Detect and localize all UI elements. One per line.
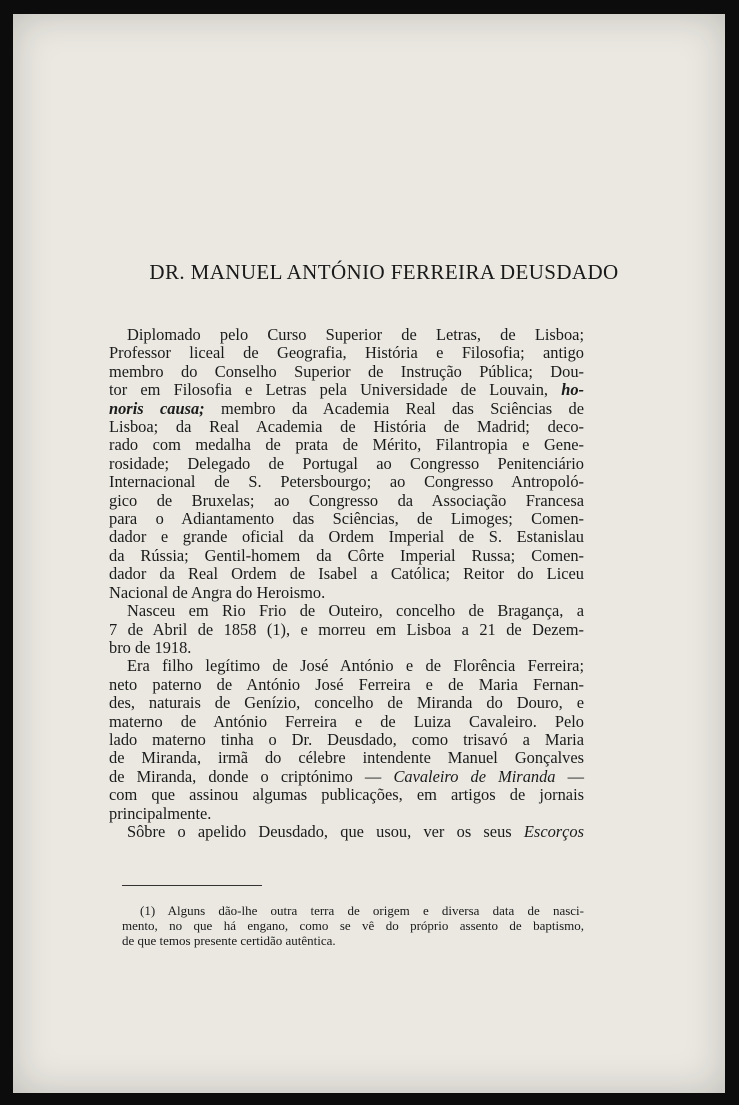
text-line: Professor liceal de Geografia, História e Filosofia; antigo [109,343,584,363]
text-segment: de Miranda, donde o criptónimo — [109,766,382,786]
text-line: Era filho legítimo de José António e de Florência Ferreira; [127,656,584,676]
text-line: materno de António Ferreira e de Luiza Cavaleiro. Pelo [109,711,584,731]
text-line: des, naturais de Genízio, concelho de Miranda do Douro, e [109,693,584,713]
italic-segment: Cavaleiro de Miranda [393,766,556,786]
italic-segment: ho- [561,380,584,400]
italic-segment: noris causa; [109,398,205,418]
footnote-line: (1) Alguns dão-lhe outra terra de origem e diversa data de nasci- [140,903,584,918]
text-line [109,400,584,418]
text-line: de Miranda, irmã do célebre intendente Manuel Gonçalves [109,748,584,768]
text-line: rado com medalha de prata de Mérito, Filantropia e Gene- [109,435,584,455]
text-line: 7 de Abril de 1858 (1), e morreu em Lisboa a 21 de Dezem- [109,619,584,639]
text-line: membro do Conselho Superior de Instrução Pública; Dou- [109,361,584,381]
footnote-divider [122,885,262,886]
text-line: principalmente. [109,803,212,823]
italic-segment: Escorços [523,821,585,841]
text-segment: tor em Filosofia e Letras pela Universidade de Louvain, [109,380,549,400]
text-line: dador e grande oficial da Ordem Imperial de S. Estanislau [109,527,584,547]
text-segment: Sôbre o apelido Deusdado, que usou, ver os seus [127,821,512,841]
text-line: para o Adiantamento das Sciências, de Limoges; Comen- [109,509,584,529]
text-line: Lisboa; da Real Academia de História de Madrid; deco- [109,417,584,437]
text-line [109,823,584,841]
text-line: da Rússia; Gentil-homem da Côrte Imperial Russa; Comen- [109,545,584,565]
page-title: DR. MANUEL ANTÓNIO FERREIRA DEUSDADO [149,260,619,284]
text-line [109,768,584,786]
text-line: Nacional de Angra do Heroismo. [109,582,326,602]
text-line [109,381,584,399]
text-line: neto paterno de António José Ferreira e de Maria Fernan- [109,674,584,694]
text-line: lado materno tinha o Dr. Deusdado, como trisavó a Maria [109,729,584,749]
text-line: rosidade; Delegado de Portugal ao Congresso Penitenciário [109,453,584,473]
document-page [13,14,725,1093]
text-line: Nasceu em Rio Frio de Outeiro, concelho de Bragança, a [127,601,584,621]
text-segment: membro da Academia Real das Sciências de [220,398,584,418]
text-line: com que assinou algumas publicações, em artigos de jornais [109,785,584,805]
text-line: gico de Bruxelas; ao Congresso da Associação Francesa [109,490,584,510]
body-text [109,326,584,841]
text-line: bro de 1918. [109,637,192,657]
text-line: Diplomado pelo Curso Superior de Letras, de Lisboa; [127,325,584,344]
footnote [122,903,584,948]
text-segment: — [555,766,585,786]
text-line: Internacional de S. Petersbourgo; ao Congresso Antropoló- [109,472,584,492]
text-line: dador da Real Ordem de Isabel a Católica; Reitor do Liceu [109,564,584,584]
footnote-line: mento, no que há engano, como se vê do próprio assento de baptismo, [122,918,584,933]
footnote-line: de que temos presente certidão autêntica. [122,933,336,948]
